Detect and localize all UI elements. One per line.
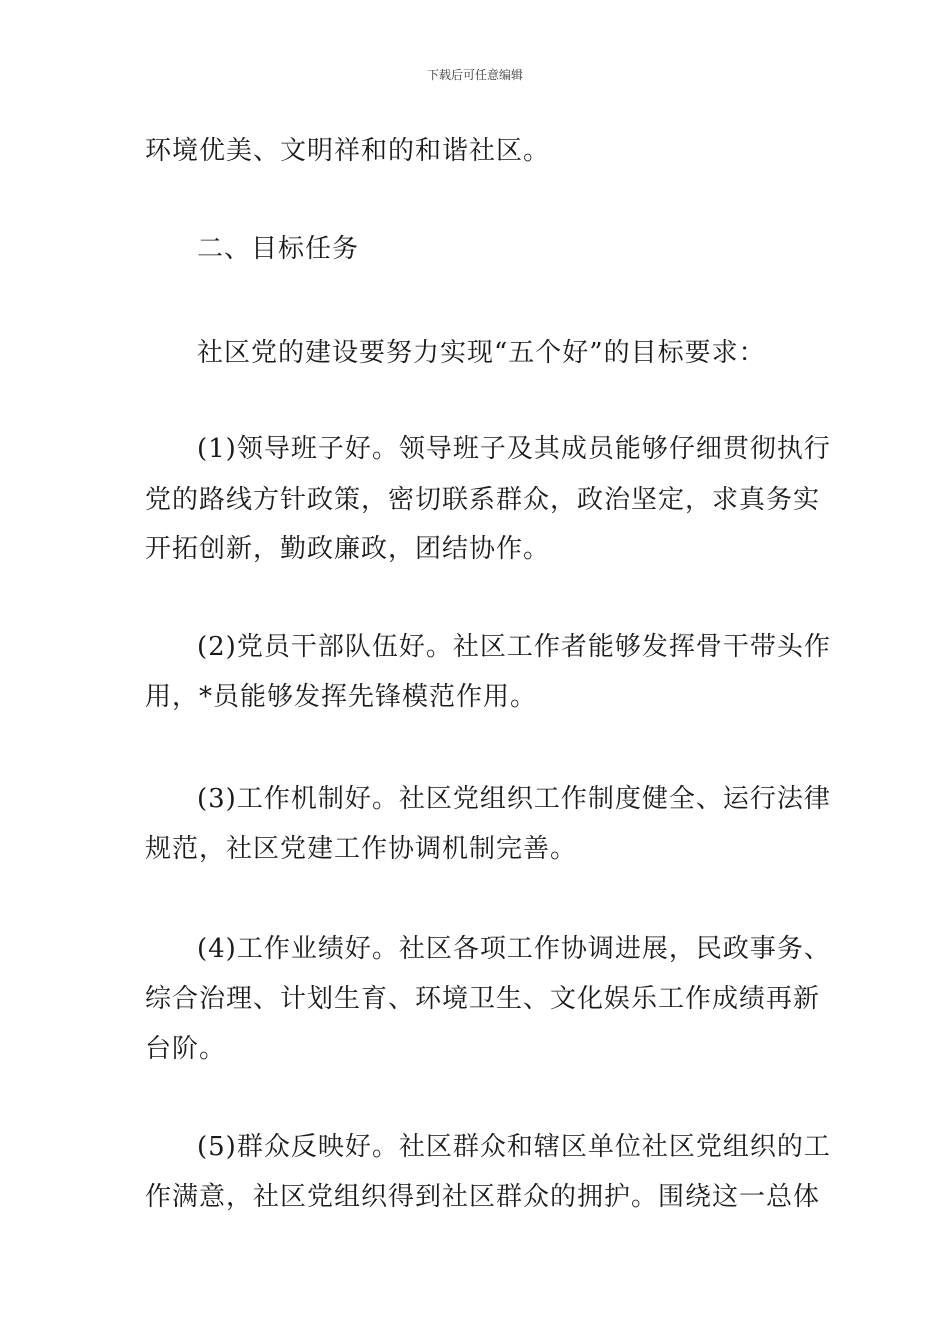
page-header-note: 下载后可任意编辑 [426, 68, 523, 82]
text-line: 综合治理、计划生育、环境卫生、文化娱乐工作成绩再新 [145, 984, 821, 1014]
text-line: 社区党的建设要努力实现“五个好”的目标要求： [197, 338, 766, 368]
text-line: 台阶。 [145, 1034, 227, 1064]
text-line: (4)工作业绩好。社区各项工作协调进展，民政事务、 [197, 934, 831, 964]
text-line: (2)党员干部队伍好。社区工作者能够发挥骨干带头作 [197, 632, 831, 662]
text-line: (3)工作机制好。社区党组织工作制度健全、运行法律 [197, 784, 831, 814]
text-line: 用，*员能够发挥先锋模范作用。 [145, 682, 538, 712]
section-heading: 二、目标任务 [197, 234, 360, 264]
text-line: 作满意，社区党组织得到社区群众的拥护。围绕这一总体 [145, 1182, 821, 1212]
text-line: 党的路线方针政策，密切联系群众，政治坚定，求真务实 [145, 485, 821, 515]
text-line: 环境优美、文明祥和的和谐社区。 [145, 136, 551, 166]
text-line: (5)群众反映好。社区群众和辖区单位社区党组织的工 [197, 1132, 831, 1162]
text-line: 规范，社区党建工作协调机制完善。 [145, 834, 578, 864]
text-line: 开拓创新，勤政廉政，团结协作。 [145, 534, 551, 564]
text-line: (1)领导班子好。领导班子及其成员能够仔细贯彻执行 [197, 434, 831, 464]
